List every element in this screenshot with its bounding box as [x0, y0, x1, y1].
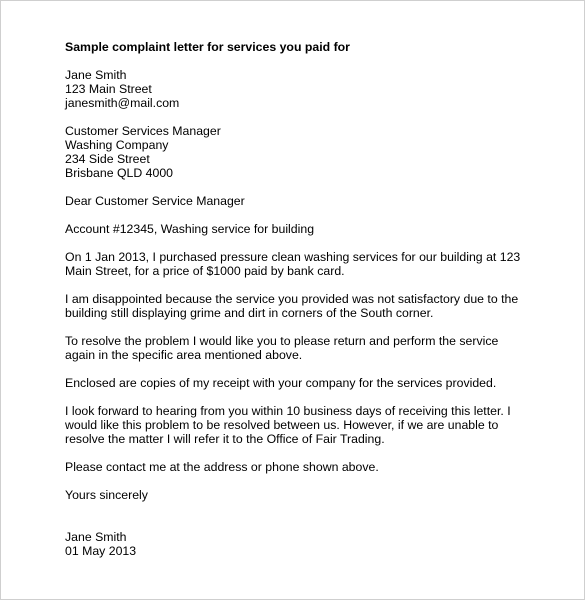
sender-address	[65, 68, 525, 110]
paragraph-deadline: I look forward to hearing from you within 10 business days of receiving this letter. I would like this problem to be resolved between us. However, if we are unable to resolve the matter I will refer it to the Office of Fair Trading.	[65, 404, 511, 446]
signature-date: 01 May 2013	[65, 544, 137, 558]
sender-email: janesmith@mail.com	[65, 96, 180, 110]
paragraph-resolution: To resolve the problem I would like you to please return and perform the service again in the specific area mentioned above.	[65, 334, 499, 362]
closing: Yours sincerely	[65, 488, 148, 502]
paragraph-contact: Please contact me at the address or phone shown above.	[65, 460, 379, 474]
sender-name: Jane Smith	[65, 68, 127, 82]
paragraph-complaint: I am disappointed because the service you provided was not satisfactory due to the building still displaying grime and dirt in corners of the South corner.	[65, 292, 519, 320]
recipient-company: Washing Company	[65, 138, 169, 152]
signature-name: Jane Smith	[65, 530, 127, 544]
salutation: Dear Customer Service Manager	[65, 194, 245, 208]
subject-line: Account #12345, Washing service for building	[65, 222, 315, 236]
recipient-address	[65, 124, 525, 180]
letter-body	[65, 40, 525, 572]
recipient-city: Brisbane QLD 4000	[65, 166, 174, 180]
sender-street: 123 Main Street	[65, 82, 152, 96]
document-title: Sample complaint letter for services you paid for	[65, 40, 350, 54]
recipient-street: 234 Side Street	[65, 152, 150, 166]
paragraph-enclosures: Enclosed are copies of my receipt with your company for the services provided.	[65, 376, 497, 390]
paragraph-purchase: On 1 Jan 2013, I purchased pressure clean washing services for our building at 123 Main Street, for a price of $1000 paid by bank card.	[65, 250, 521, 278]
signature-block	[65, 530, 525, 558]
recipient-title: Customer Services Manager	[65, 124, 221, 138]
